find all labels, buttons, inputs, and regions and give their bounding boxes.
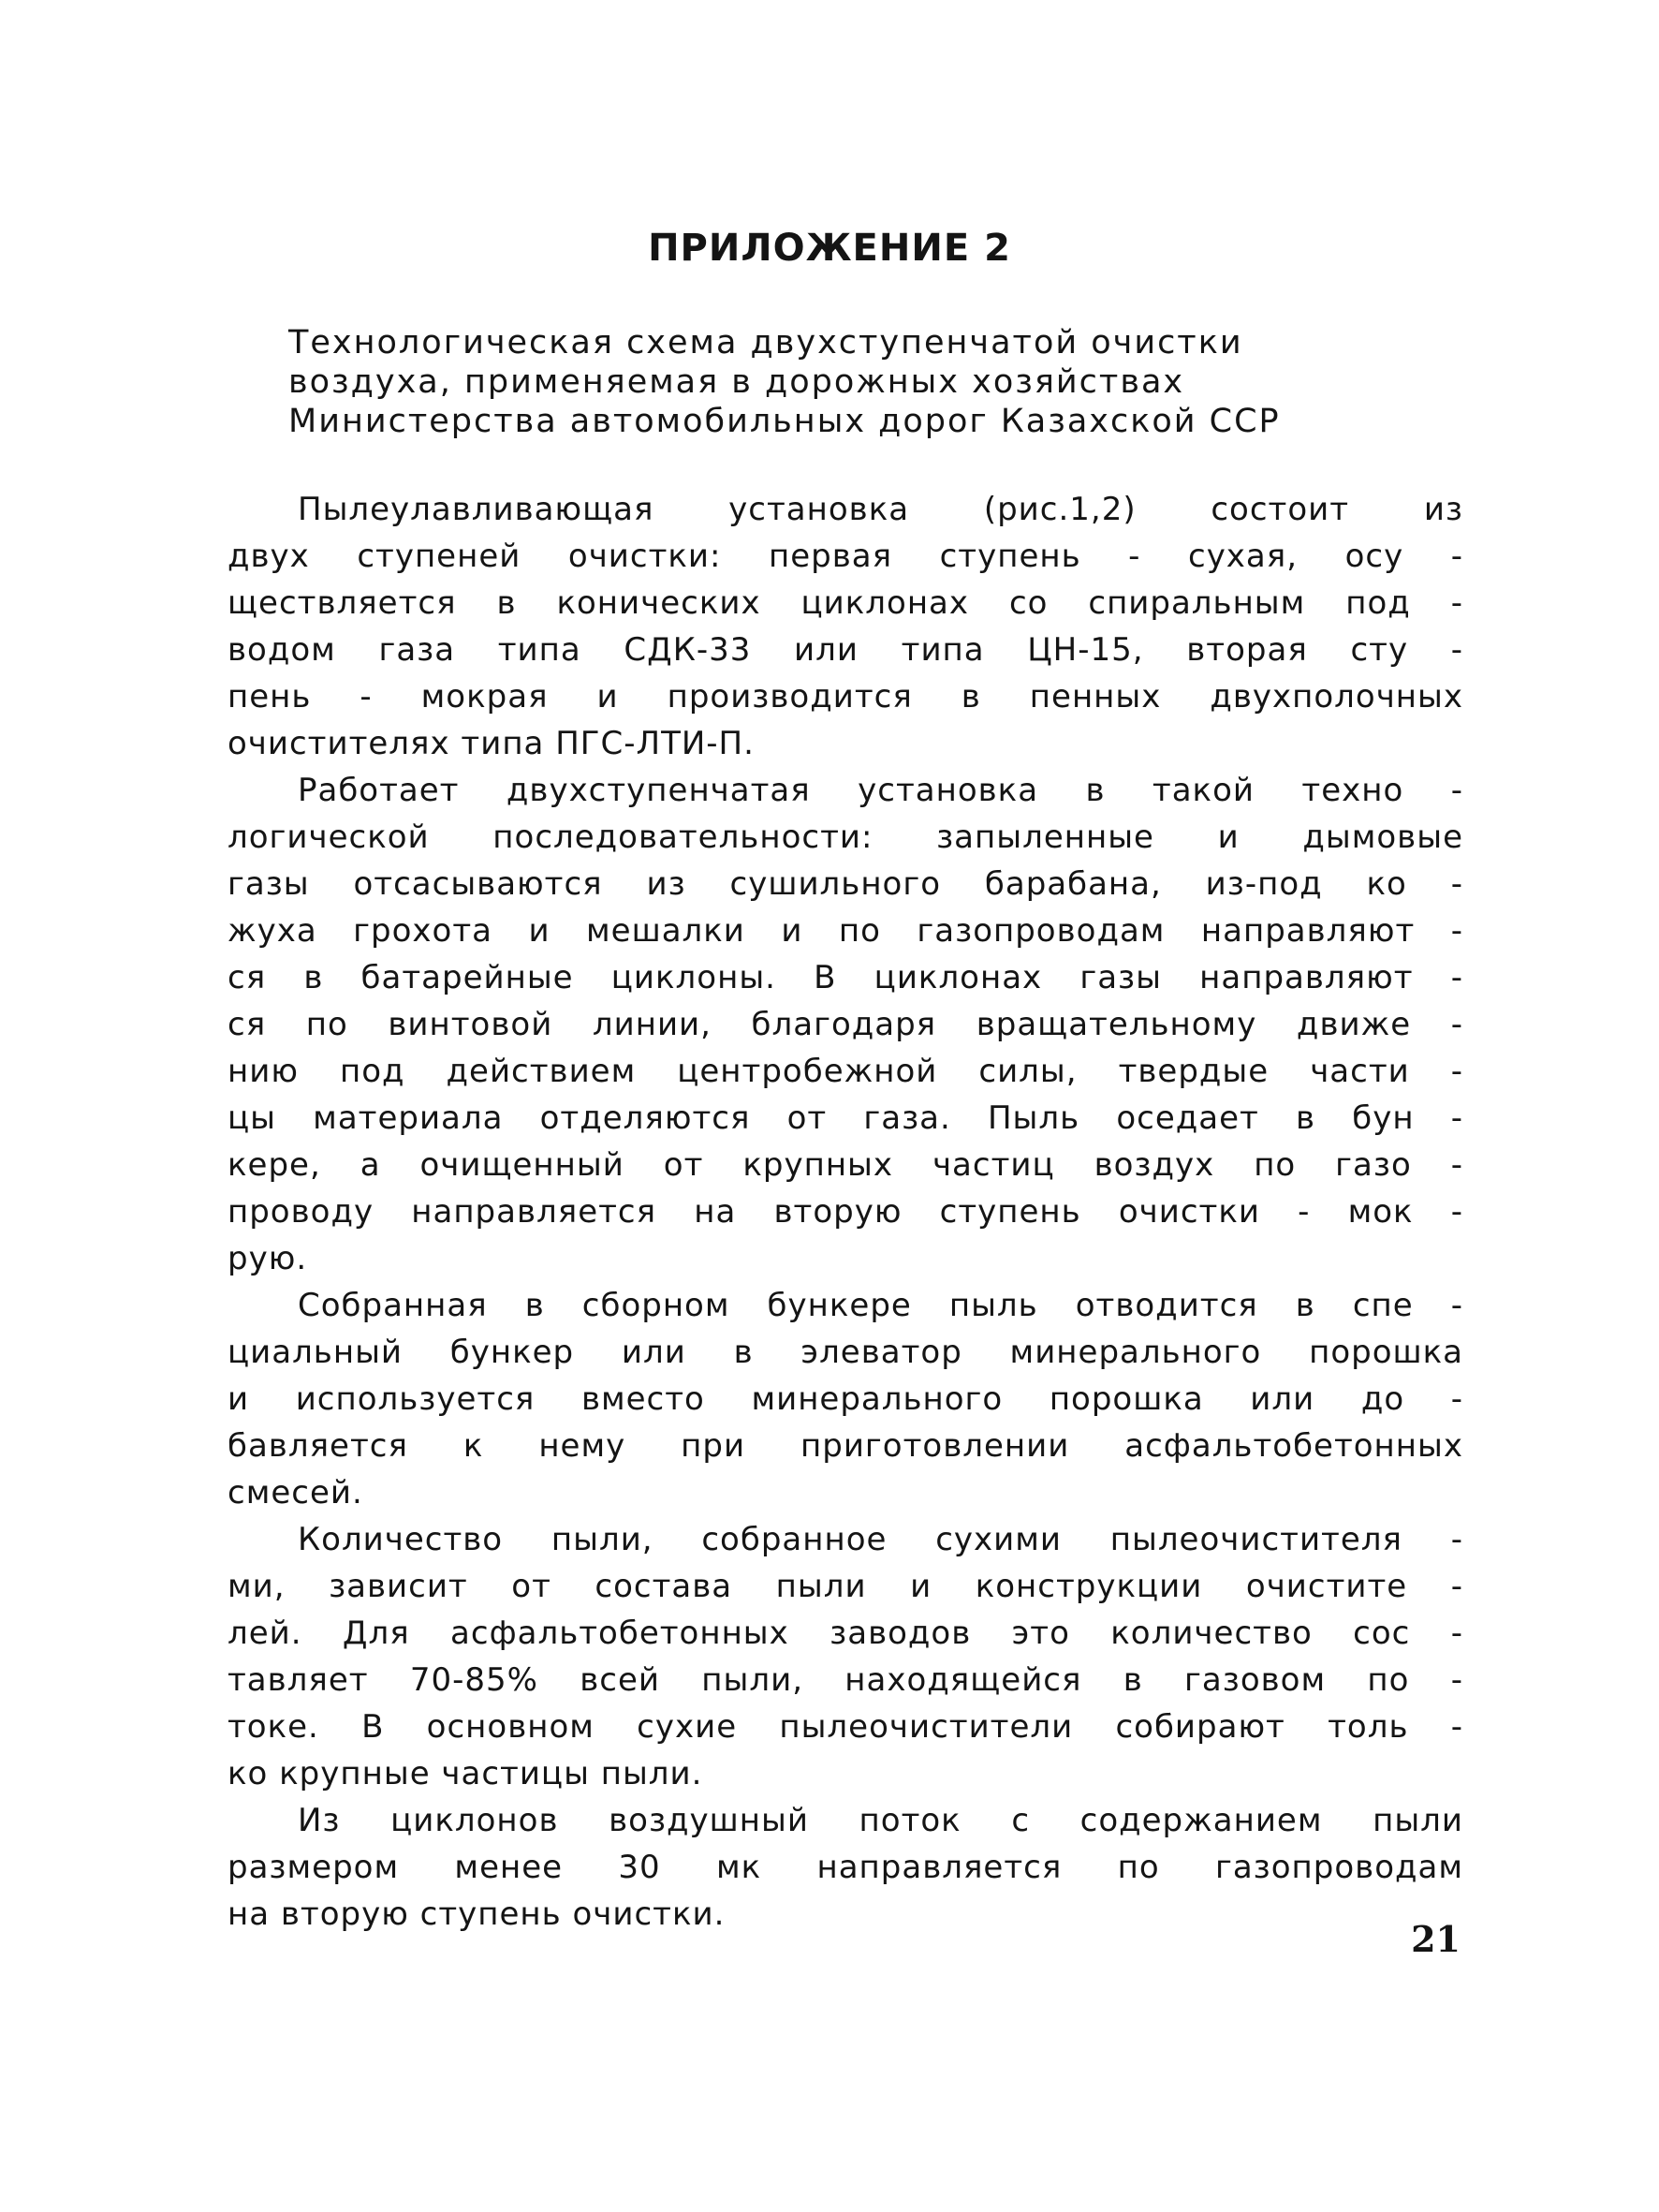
paragraph-line: логической последовательности: запыленные и дымовые	[228, 818, 1463, 856]
paragraph-line: ми, зависит от состава пыли и конструкции очистите -	[228, 1568, 1463, 1605]
paragraph-line: ся в батарейные циклоны. В циклонах газы направляют -	[228, 959, 1463, 996]
paragraph-line: рую.	[228, 1240, 308, 1277]
paragraph-line: ществляется в конических циклонах со спиральным под -	[228, 584, 1463, 622]
body-text	[228, 486, 1463, 1938]
paragraph-line: тавляет 70-85% всей пыли, находящейся в газовом по -	[228, 1661, 1463, 1699]
paragraph-line: водом газа типа СДК-33 или типа ЦН-15, вторая сту -	[228, 631, 1463, 669]
paragraph-line: нию под действием центробежной силы, твердые части -	[228, 1053, 1463, 1090]
paragraph-line: смесей.	[228, 1474, 363, 1512]
paragraph-line: Собранная в сборном бункере пыль отводится в спе -	[298, 1287, 1463, 1324]
paragraph-line: размером менее 30 мк направляется по газопроводам	[228, 1849, 1463, 1886]
paragraph-line: ко крупные частицы пыли.	[228, 1755, 703, 1792]
paragraph-line: Пылеулавливающая установка (рис.1,2) состоит из	[298, 491, 1463, 528]
paragraph-line: и используется вместо минерального порошка или до -	[228, 1380, 1463, 1418]
paragraph-line: цы материала отделяются от газа. Пыль оседает в бун -	[228, 1099, 1463, 1137]
subtitle-line: Министерства автомобильных дорог Казахской ССР	[288, 403, 1281, 440]
paragraph-line: Работает двухступенчатая установка в такой техно -	[298, 772, 1463, 809]
paragraph-line: жуха грохота и мешалки и по газопроводам направляют -	[228, 912, 1463, 950]
subtitle-line: воздуха, применяемая в дорожных хозяйствах	[288, 363, 1185, 401]
paragraph-line: на вторую ступень очистки.	[228, 1895, 726, 1933]
appendix-heading: ПРИЛОЖЕНИЕ 2	[648, 227, 1011, 270]
paragraph-line: токе. В основном сухие пылеочистители собирают толь -	[228, 1708, 1463, 1746]
paragraph-line: Количество пыли, собранное сухими пылеочистителя -	[298, 1521, 1463, 1558]
paragraph-line: циальный бункер или в элеватор минерального порошка	[228, 1334, 1463, 1371]
subtitle-line: Технологическая схема двухступенчатой очистки	[288, 324, 1243, 361]
paragraph-line: очистителях типа ПГС-ЛТИ-П.	[228, 725, 755, 762]
paragraph-line: Из циклонов воздушный поток с содержанием пыли	[298, 1802, 1463, 1839]
paragraph-line: двух ступеней очистки: первая ступень - сухая, осу -	[228, 538, 1463, 575]
paragraph-line: проводу направляется на вторую ступень очистки - мок -	[228, 1193, 1463, 1231]
appendix-subtitle	[288, 323, 1412, 441]
paragraph-line: лей. Для асфальтобетонных заводов это количество сос -	[228, 1615, 1463, 1652]
paragraph-line: ся по винтовой линии, благодаря вращательному движе -	[228, 1006, 1463, 1043]
page-number: 21	[1411, 1918, 1461, 1960]
paragraph-line: газы отсасываются из сушильного барабана, из-под ко -	[228, 865, 1463, 903]
paragraph-line: пень - мокрая и производится в пенных двухполочных	[228, 678, 1463, 715]
paragraph-line: кере, а очищенный от крупных частиц воздух по газо -	[228, 1146, 1463, 1184]
paragraph-line: бавляется к нему при приготовлении асфальтобетонных	[228, 1427, 1463, 1465]
